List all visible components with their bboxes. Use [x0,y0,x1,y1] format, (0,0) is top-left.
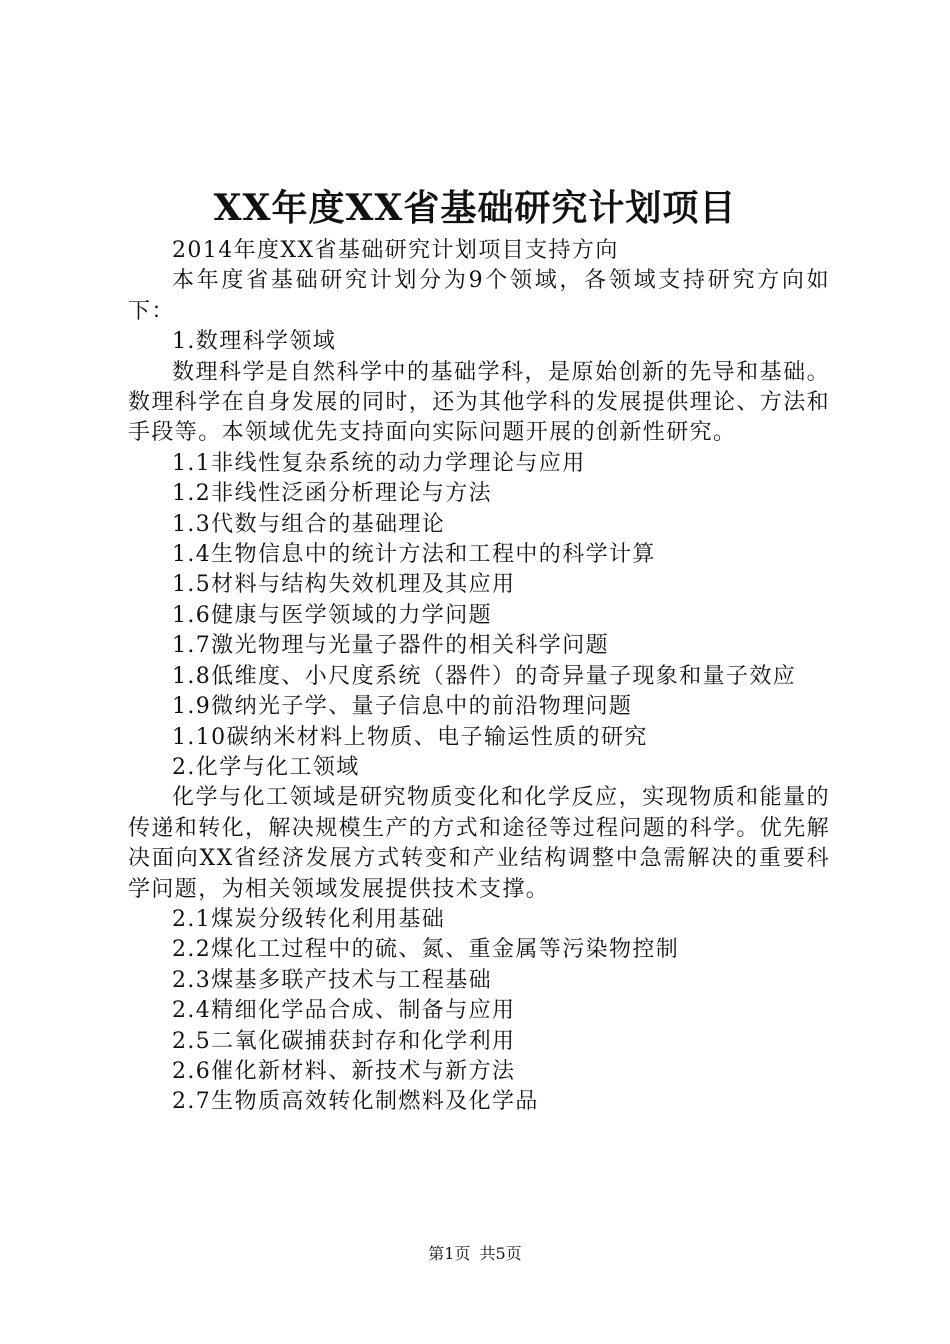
paragraph: 本年度省基础研究计划分为9个领域，各领域支持研究方向如下： [128,268,830,324]
list-item: 2.7生物质高效转化制燃料及化学品 [172,1089,539,1115]
page-total: 共5页 [479,1244,522,1263]
list-item: 1.9微纳光子学、量子信息中的前沿物理问题 [172,694,633,720]
list-item: 1.5材料与结构失效机理及其应用 [172,572,516,598]
list-item: 2.2煤化工过程中的硫、氮、重金属等污染物控制 [172,937,680,963]
list-item: 2.5二氧化碳捕获封存和化学利用 [172,1028,516,1054]
list-item: 2.4精细化学品合成、制备与应用 [172,998,516,1024]
list-item: 1.8低维度、小尺度系统（器件）的奇异量子现象和量子效应 [172,663,797,689]
paragraph: 2014年度XX省基础研究计划项目支持方向 [172,238,619,263]
section-heading: 2.化学与化工领域 [172,754,360,780]
list-item: 2.1煤炭分级转化利用基础 [172,906,446,932]
page-number: 第1页 [428,1244,471,1263]
list-item: 1.4生物信息中的统计方法和工程中的科学计算 [172,542,656,568]
list-item: 1.3代数与组合的基础理论 [172,511,446,537]
section-heading: 1.数理科学领域 [172,329,337,355]
list-item: 2.6催化新材料、新技术与新方法 [172,1058,516,1084]
paragraph: 数理科学是自然科学中的基础学科，是原始创新的先导和基础。数理科学在自身发展的同时，还为其他学科的发展提供理论、方法和手段等。本领域优先支持面向实际问题开展的创新性研究。 [128,359,831,446]
list-item: 1.1非线性复杂系统的动力学理论与应用 [172,450,586,476]
list-item: 1.7激光物理与光量子器件的相关科学问题 [172,633,609,659]
page-footer [0,1242,950,1266]
list-item: 1.2非线性泛函分析理论与方法 [172,481,492,507]
document-title: XX年度XX省基础研究计划项目 [213,187,737,229]
list-item: 1.6健康与医学领域的力学问题 [172,602,492,628]
list-item: 2.3煤基多联产技术与工程基础 [172,967,492,993]
list-item: 1.10碳纳米材料上物质、电子输运性质的研究 [172,724,648,750]
paragraph: 化学与化工领域是研究物质变化和化学反应，实现物质和能量的传递和转化，解决规模生产的方式和途径等过程问题的科学。优先解决面向XX省经济发展方式转变和产业结构调整中急需解决的重要科学问题，为相关领域发展提供技术支撑。 [128,785,831,902]
document-body [128,236,830,1118]
